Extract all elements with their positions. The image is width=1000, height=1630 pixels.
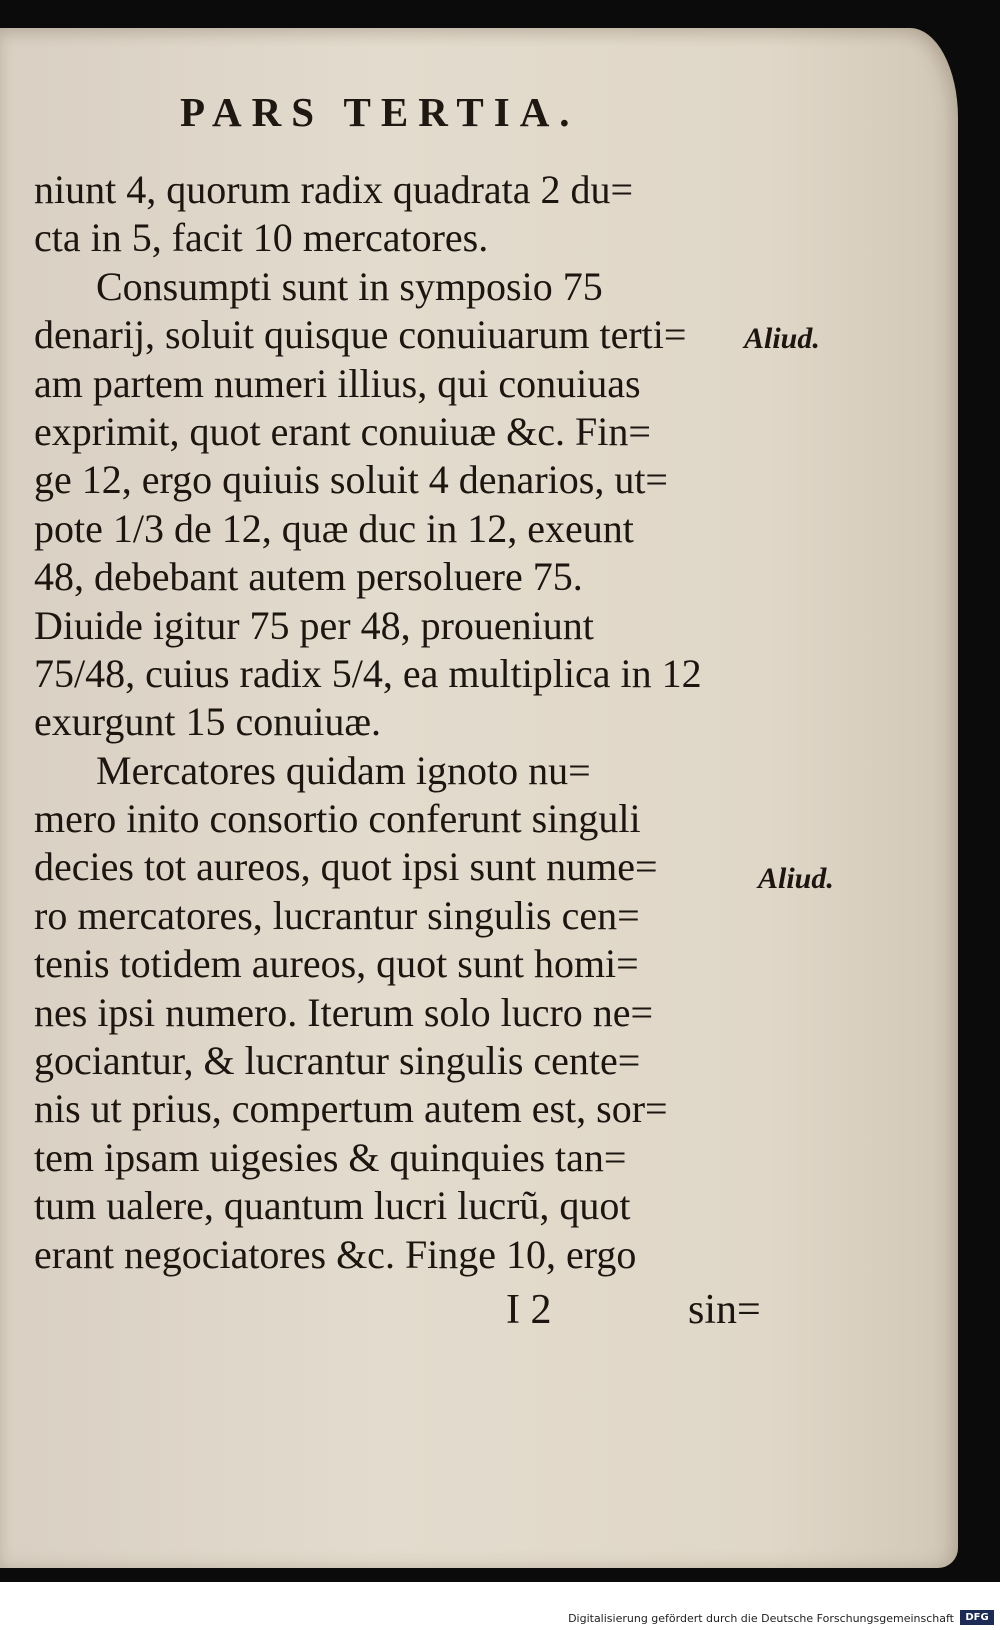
text-line: Diuide igitur 75 per 48, proueniunt bbox=[34, 602, 594, 648]
catchword: sin= bbox=[688, 1287, 761, 1333]
text-line: exurgunt 15 conuiuæ. bbox=[34, 699, 382, 745]
book-page bbox=[0, 28, 958, 1568]
text-line: ro mercatores, lucrantur singulis cen= bbox=[34, 892, 640, 938]
funding-credit: Digitalisierung gefördert durch die Deutsche Forschungsgemeinschaft bbox=[568, 1612, 954, 1625]
text-line: cta in 5, facit 10 mercatores. bbox=[34, 215, 489, 261]
text-line: nes ipsi numero. Iterum solo lucro ne= bbox=[34, 989, 654, 1035]
body-text bbox=[34, 166, 734, 1279]
text-line: denarij, soluit quisque conuiuarum terti= bbox=[34, 312, 687, 358]
text-line: 48, debebant autem persoluere 75. bbox=[34, 554, 583, 600]
dfg-logo: DFG bbox=[960, 1610, 994, 1625]
text-line: exprimit, quot erant conuiuæ &c. Fin= bbox=[34, 408, 651, 454]
text-line: tum ualere, quantum lucri lucrũ, quot bbox=[34, 1183, 631, 1229]
text-line: gociantur, & lucrantur singulis cente= bbox=[34, 1038, 641, 1084]
digitization-footer bbox=[0, 1582, 1000, 1630]
text-line: ge 12, ergo quiuis soluit 4 denarios, ut= bbox=[34, 457, 668, 503]
text-line: tenis totidem aureos, quot sunt homi= bbox=[34, 941, 639, 987]
text-line: mero inito consortio conferunt singuli bbox=[34, 796, 641, 842]
text-line: pote 1/3 de 12, quæ duc in 12, exeunt bbox=[34, 505, 634, 551]
text-line: nis ut prius, compertum autem est, sor= bbox=[34, 1086, 668, 1132]
running-head: PARS TERTIA. bbox=[180, 89, 580, 135]
text-line: am partem numeri illius, qui conuiuas bbox=[34, 360, 641, 406]
margin-note: Aliud. bbox=[758, 862, 834, 895]
text-line: Mercatores quidam ignoto nu= bbox=[96, 747, 591, 793]
text-line: decies tot aureos, quot ipsi sunt nume= bbox=[34, 844, 658, 890]
signature-mark: I 2 bbox=[506, 1287, 552, 1333]
text-line: niunt 4, quorum radix quadrata 2 du= bbox=[34, 167, 634, 212]
text-line: 75/48, cuius radix 5/4, ea multiplica in 12 bbox=[34, 650, 702, 696]
margin-note: Aliud. bbox=[744, 322, 820, 355]
text-line: erant negociatores &c. Finge 10, ergo bbox=[34, 1231, 637, 1277]
text-line: tem ipsam uigesies & quinquies tan= bbox=[34, 1134, 627, 1180]
text-line: Consumpti sunt in symposio 75 bbox=[96, 263, 603, 309]
